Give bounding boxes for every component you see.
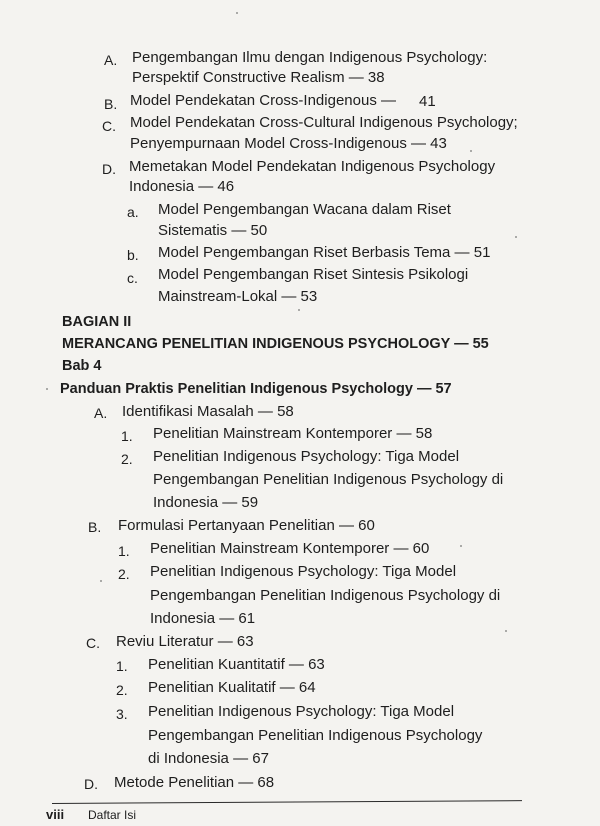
toc-page-number: 41	[419, 93, 436, 110]
toc-entry-text: Penelitian Kuantitatif — 63	[148, 656, 325, 673]
toc-entry-text: Mainstream-Lokal — 53	[158, 288, 318, 305]
toc-entry-text: Identifikasi Masalah — 58	[122, 403, 294, 420]
toc-entry-text: Model Pendekatan Cross-Indigenous —	[130, 92, 396, 109]
toc-marker: B.	[104, 96, 118, 112]
toc-entry-text: di Indonesia — 67	[148, 750, 269, 767]
scan-speck	[515, 236, 517, 238]
toc-entry-text: Reviu Literatur — 63	[116, 633, 254, 650]
toc-entry-text: Indonesia — 59	[153, 494, 259, 511]
toc-marker: A.	[94, 405, 108, 421]
scan-speck	[505, 630, 507, 632]
toc-marker: 1.	[121, 428, 133, 444]
toc-marker: D.	[84, 776, 98, 792]
toc-marker: 2.	[118, 566, 130, 582]
part-title: MERANCANG PENELITIAN INDIGENOUS PSYCHOLOGY — 55	[62, 336, 489, 352]
part-label: BAGIAN II	[62, 314, 132, 330]
toc-entry-text: Penelitian Mainstream Kontemporer — 60	[150, 540, 430, 557]
toc-marker: 2.	[121, 451, 133, 467]
toc-marker: 1.	[116, 658, 128, 674]
toc-entry-text: Formulasi Pertanyaan Penelitian — 60	[118, 517, 375, 534]
toc-entry-text: Sistematis — 50	[158, 222, 268, 239]
footer-section-title: Daftar Isi	[88, 808, 137, 822]
toc-marker: a.	[127, 204, 139, 220]
chapter-title: Panduan Praktis Penelitian Indigenous Psychology — 57	[60, 381, 452, 397]
scan-speck	[470, 150, 472, 152]
toc-entry-text: Indonesia — 61	[150, 610, 256, 627]
toc-marker: 3.	[116, 706, 128, 722]
toc-entry-text: Model Pendekatan Cross-Cultural Indigenous Psychology;	[130, 114, 518, 131]
toc-entry-text: Metode Penelitian — 68	[114, 774, 275, 791]
toc-marker: 2.	[116, 682, 128, 698]
toc-entry-text: Indonesia — 46	[129, 178, 235, 195]
toc-entry-text: Pengembangan Penelitian Indigenous Psychology di	[153, 471, 504, 488]
toc-marker: b.	[127, 247, 139, 263]
toc-marker: B.	[88, 519, 102, 535]
scan-speck	[100, 580, 102, 582]
chapter-label: Bab 4	[62, 358, 102, 374]
toc-marker: A.	[104, 52, 118, 68]
toc-entry-text: Penelitian Mainstream Kontemporer — 58	[153, 425, 433, 442]
toc-marker: C.	[86, 635, 100, 651]
toc-entry-text: Penelitian Indigenous Psychology: Tiga Model	[150, 563, 457, 580]
toc-entry-text: Pengembangan Penelitian Indigenous Psychology	[148, 727, 483, 744]
toc-entry-text: Penelitian Indigenous Psychology: Tiga Model	[153, 448, 460, 465]
footer-page-number: viii	[46, 807, 65, 822]
scan-speck	[46, 388, 48, 390]
toc-entry-text: Model Pengembangan Riset Berbasis Tema — 51	[158, 244, 491, 261]
scan-speck	[298, 309, 300, 311]
toc-marker: C.	[102, 118, 116, 134]
toc-marker: 1.	[118, 543, 130, 559]
toc-marker: c.	[127, 270, 138, 286]
toc-marker: D.	[102, 161, 116, 177]
toc-entry-text: Model Pengembangan Riset Sintesis Psikologi	[158, 266, 469, 283]
toc-entry-text: Penyempurnaan Model Cross-Indigenous — 43	[130, 135, 447, 152]
toc-entry-text: Penelitian Kualitatif — 64	[148, 679, 316, 696]
toc-entry-text: Pengembangan Ilmu dengan Indigenous Psychology:	[132, 49, 488, 66]
toc-entry-text: Model Pengembangan Wacana dalam Riset	[158, 201, 451, 218]
footer-rule	[52, 800, 522, 804]
toc-entry-text: Penelitian Indigenous Psychology: Tiga Model	[148, 703, 455, 720]
toc-entry-text: Memetakan Model Pendekatan Indigenous Psychology	[129, 158, 496, 175]
toc-entry-text: Pengembangan Penelitian Indigenous Psychology di	[150, 587, 501, 604]
toc-entry-text: Perspektif Constructive Realism — 38	[132, 69, 385, 86]
scan-speck	[460, 545, 462, 547]
scan-speck	[236, 12, 238, 14]
